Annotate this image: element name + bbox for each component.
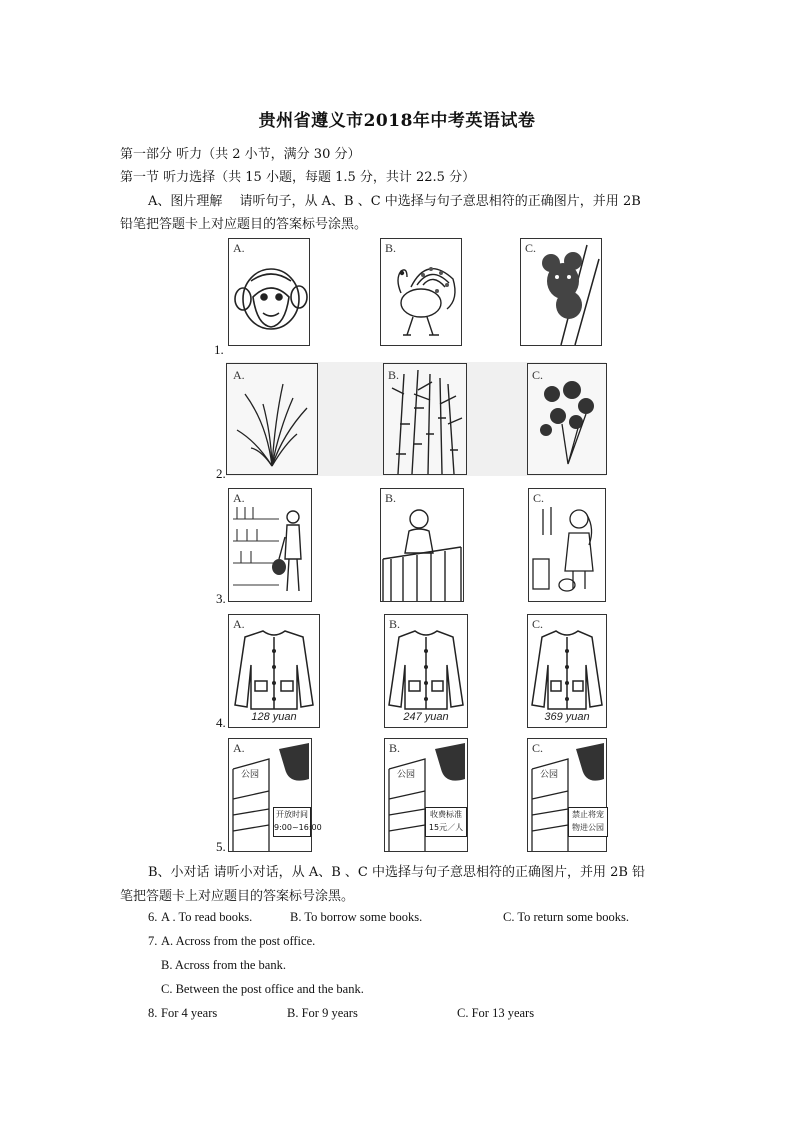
q6-number: 6. [148,910,158,924]
q3-picture-b: B. [380,488,464,602]
q4-picture-a: A. 128 yuan [228,614,320,728]
q4-price-c: 369 yuan [544,711,590,723]
q5-sign-title-a: 公园 [241,770,260,780]
question-1-number: 1. [214,342,224,357]
q5-picture-b: B. 公园 收费标准 15元／人 [384,738,468,852]
q3-picture-c: C. [528,488,606,602]
q3-picture-a: A. [228,488,312,602]
q5-sign-c: 禁止将宠 物进公园 [568,807,608,837]
q4-price-a: 128 yuan [251,711,297,723]
instruction-b-line1: B、小对话 请听小对话，从 A、B 、C 中选择与句子意思相符的正确图片，并用 2B 铅 [148,865,646,880]
q5-picture-a: A. 公园 开放时间 9:00~16:00 [228,738,312,852]
q5-sign-a: 开放时间 9:00~16:00 [273,807,311,837]
q8-option-c: C. For 13 years [457,1006,535,1020]
q5-picture-c: C. 公园 禁止将宠 物进公园 [527,738,607,852]
question-5-number: 5. [216,839,226,854]
q5-sign-b: 收费标准 15元／人 [425,807,467,837]
page-title: 贵州省遵义市2018年中考英语试卷 [258,111,536,131]
q1-picture-a: A. [228,238,310,346]
q6-option-a: A . To read books. [161,910,253,924]
instruction-a-line1: A、图片理解 请听句子，从 A、B 、C 中选择与句子意思相符的正确图片，并用 2B [148,194,641,209]
q5-sign-title-b: 公园 [397,770,416,780]
q7-number: 7. [148,934,158,948]
q4-picture-b: B. 247 yuan [384,614,468,728]
question-2-number: 2. [216,466,226,481]
q7-option-b: B. Across from the bank. [161,958,286,972]
q2-picture-c: C. [527,363,607,475]
q2-picture-b: B. [383,363,467,475]
q6-option-b: B. To borrow some books. [290,910,423,924]
q2-picture-a: A. [226,363,318,475]
q8-option-a: For 4 years [161,1006,218,1020]
q7-option-a: A. Across from the post office. [161,934,316,948]
question-4-number: 4. [216,715,226,730]
part1-heading: 第一部分 听力（共 2 小节，满分 30 分） [120,147,361,162]
q1-picture-c: C. [520,238,602,346]
q8-number: 8. [148,1006,158,1020]
instruction-b-line2: 笔把答题卡上对应题目的答案标号涂黑。 [120,889,355,904]
section1-heading: 第一节 听力选择（共 15 小题，每题 1.5 分，共计 22.5 分） [120,170,476,185]
q4-price-b: 247 yuan [403,711,449,723]
q7-option-c: C. Between the post office and the bank. [161,982,364,996]
instruction-a-line2: 铅笔把答题卡上对应题目的答案标号涂黑。 [120,217,368,232]
q5-sign-title-c: 公园 [540,770,559,780]
q6-option-c: C. To return some books. [503,910,629,924]
q8-option-b: B. For 9 years [287,1006,358,1020]
q1-picture-b: B. [380,238,462,346]
question-3-number: 3. [216,591,226,606]
q4-picture-c: C. 369 yuan [527,614,607,728]
